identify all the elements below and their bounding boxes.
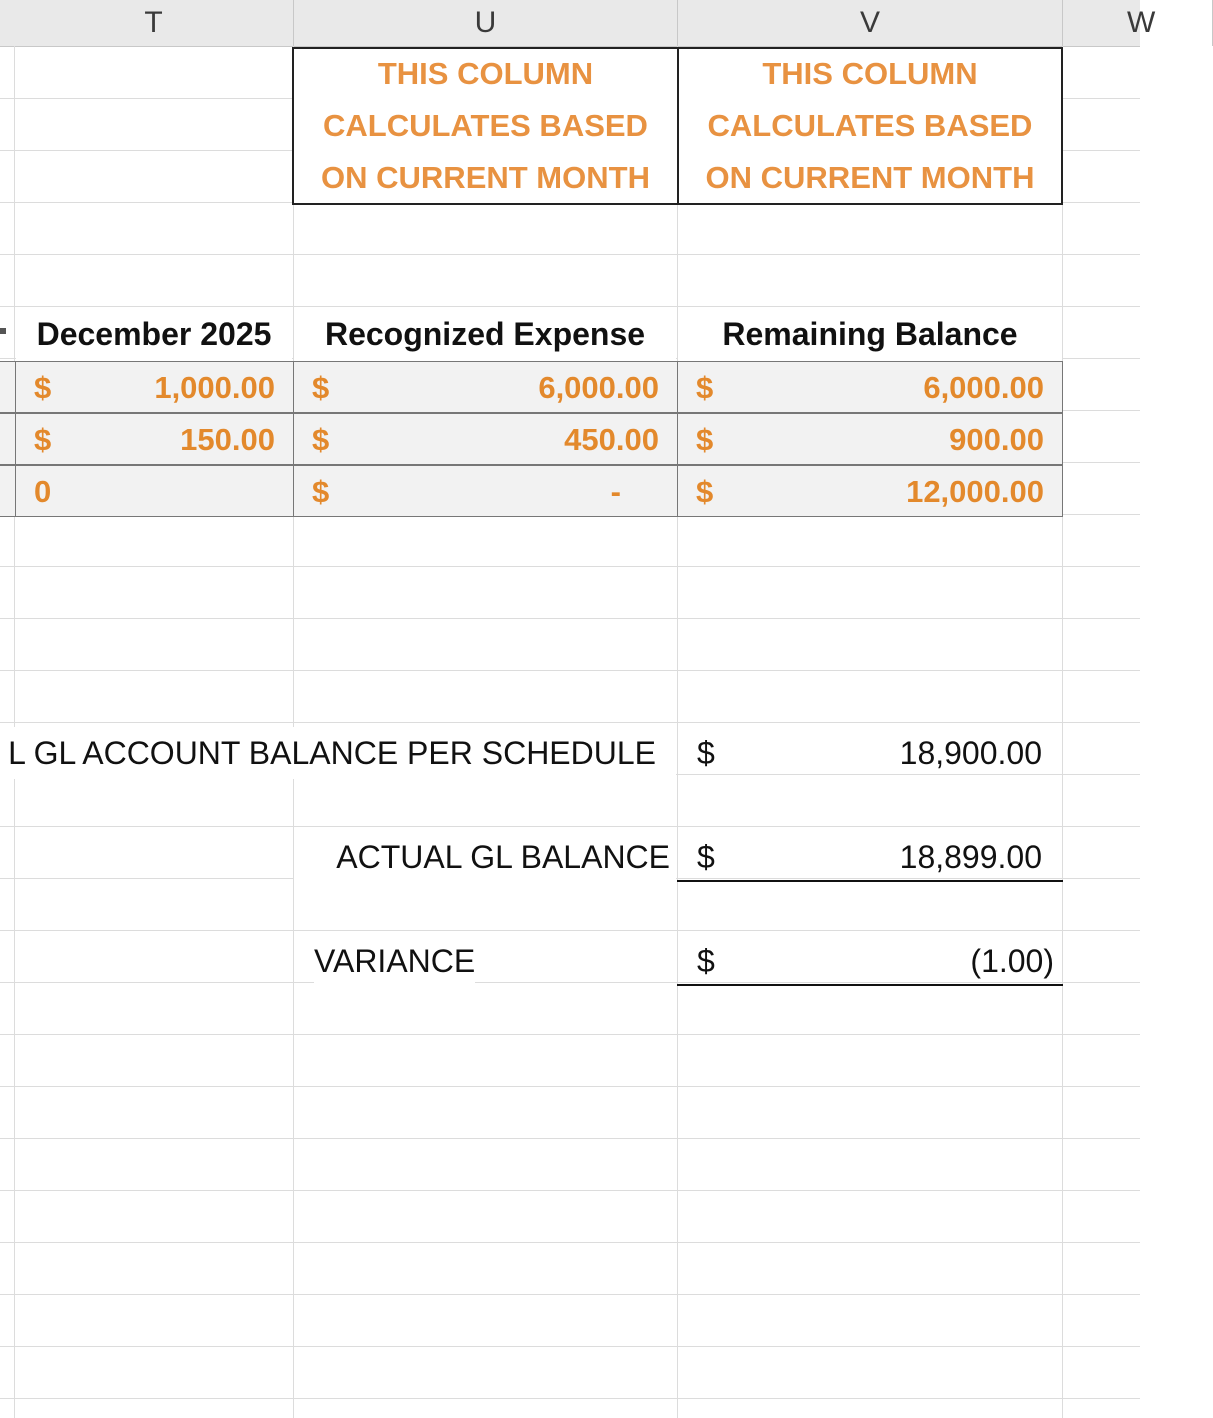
variance-label: VARIANCE [314, 935, 475, 987]
column-header-bar [0, 0, 1156, 47]
header-remaining-balance[interactable]: Remaining Balance [678, 308, 1062, 360]
actual-gl-balance-label: ACTUAL GL BALANCE [294, 831, 676, 883]
variance-currency: $ [697, 943, 715, 979]
grid-row-line [0, 982, 1140, 983]
amount: 1,000.00 [154, 370, 275, 405]
variance-amount[interactable]: (1.00) [970, 943, 1054, 979]
amount: - [610, 474, 621, 509]
grid-row-line [0, 566, 1140, 567]
currency-symbol: $ [34, 422, 52, 457]
currency-symbol: $ [312, 474, 330, 509]
variance-underline [677, 984, 1063, 986]
header-recognized-expense[interactable]: Recognized Expense [294, 308, 676, 360]
actual-gl-balance-amount[interactable]: 18,899.00 [899, 839, 1042, 875]
note-box-u [292, 47, 679, 205]
note-v-line-3: ON CURRENT MONTH [705, 160, 1035, 195]
table-row [0, 361, 1062, 413]
overflow-marker [0, 328, 6, 334]
schedule-balance-currency: $ [697, 735, 715, 771]
grid-row-line [0, 722, 1140, 723]
currency-symbol: $ [696, 474, 714, 509]
note-u-line-1: THIS COLUMN [377, 56, 594, 91]
grid-column-line [1062, 46, 1063, 1418]
cell-v[interactable] [677, 465, 1063, 517]
currency-symbol: $ [696, 370, 714, 405]
grid-row-line [0, 1346, 1140, 1347]
note-u-line-3: ON CURRENT MONTH [321, 160, 650, 195]
cell-t[interactable] [15, 361, 294, 413]
grid-row-line [0, 618, 1140, 619]
schedule-balance-amount[interactable]: 18,900.00 [899, 735, 1042, 771]
column-header-u[interactable]: U [294, 0, 678, 46]
cell-s[interactable] [0, 465, 16, 517]
note-u-line-2: CALCULATES BASED [323, 108, 648, 143]
cell-v[interactable] [677, 413, 1063, 465]
currency-symbol: $ [312, 370, 330, 405]
cell-v[interactable] [677, 361, 1063, 413]
grid-row-line [0, 1138, 1140, 1139]
currency-symbol: $ [34, 370, 52, 405]
grid-row-line [0, 670, 1140, 671]
cell-u[interactable] [293, 361, 678, 413]
grid-row-line [0, 1190, 1140, 1191]
cell-s[interactable] [0, 413, 16, 465]
grid-row-line [0, 826, 1140, 827]
actual-gl-balance-currency: $ [697, 839, 715, 875]
amount: 12,000.00 [906, 474, 1044, 509]
amount: 900.00 [949, 422, 1044, 457]
amount: 450.00 [564, 422, 659, 457]
table-row [0, 465, 1062, 517]
grid-row-line [0, 930, 1140, 931]
column-header-w[interactable]: W [1063, 0, 1213, 46]
grid-row-line [0, 306, 1140, 307]
grid-row-line [0, 254, 1140, 255]
schedule-balance-label: L GL ACCOUNT BALANCE PER SCHEDULE [0, 727, 676, 779]
cell-t[interactable] [15, 465, 294, 517]
grid-row-line [0, 1034, 1140, 1035]
column-header-v[interactable]: V [678, 0, 1063, 46]
note-v-line-2: CALCULATES BASED [707, 108, 1033, 143]
currency-symbol: $ [696, 422, 714, 457]
grid-row-line [0, 1242, 1140, 1243]
amount: 150.00 [180, 422, 275, 457]
cell-u[interactable] [293, 465, 678, 517]
column-header-t[interactable]: T [14, 0, 294, 46]
note-box-v [677, 47, 1063, 205]
note-v-line-1: THIS COLUMN [762, 56, 978, 91]
cell-t[interactable] [15, 413, 294, 465]
cell-s[interactable] [0, 361, 16, 413]
cell-u[interactable] [293, 413, 678, 465]
actual-balance-underline [677, 880, 1063, 882]
table-row [0, 413, 1062, 465]
amount: 6,000.00 [923, 370, 1044, 405]
grid-row-line [0, 1294, 1140, 1295]
amount: 6,000.00 [538, 370, 659, 405]
grid-row-line [0, 1086, 1140, 1087]
grid-row-line [0, 1398, 1140, 1399]
grid-column-line [677, 46, 678, 1418]
currency-symbol: $ [312, 422, 330, 457]
cell-value: 0 [34, 474, 52, 509]
header-december-2025[interactable]: December 2025 [16, 308, 292, 360]
